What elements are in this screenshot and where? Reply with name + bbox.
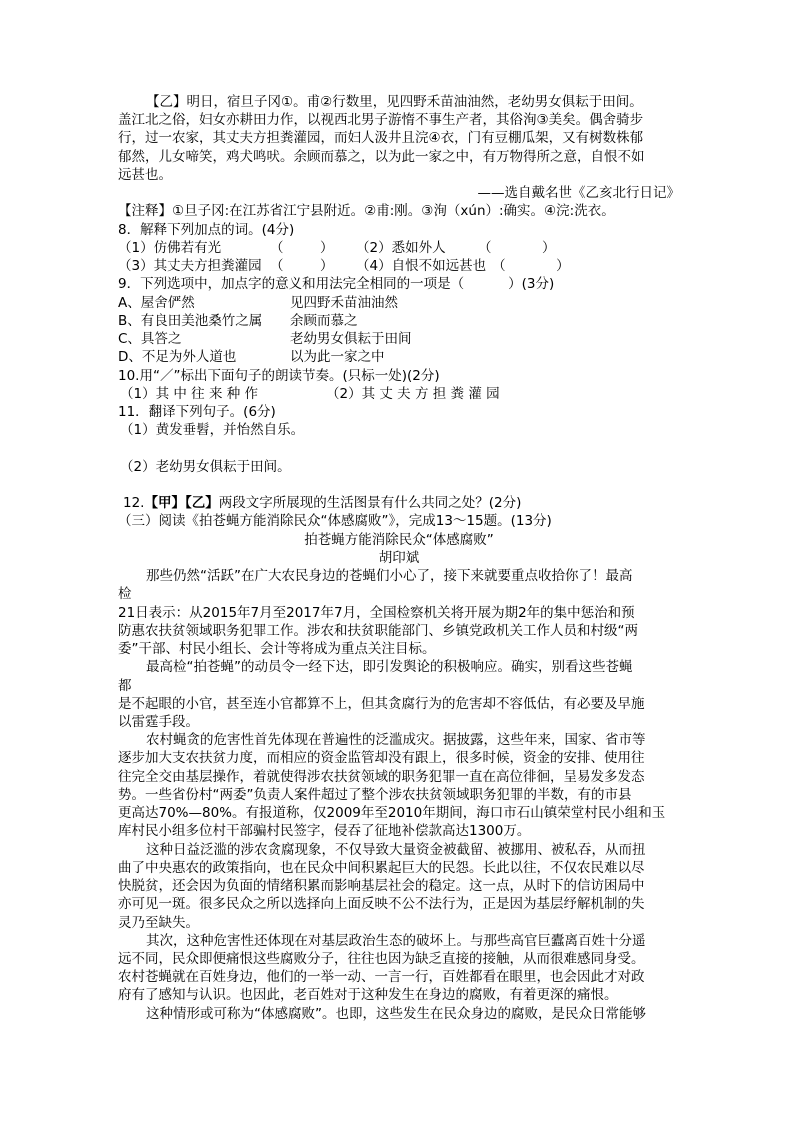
article-line: 势。一些省份村“两委”负责人案件超过了整个涉农扶贫领域职务犯罪的半数，有的市县: [118, 786, 632, 803]
document-page: [118, 93, 680, 1023]
q11-item: （2）老幼男女俱耘于田间。: [120, 458, 291, 475]
article-line: 防惠农扶贫领域职务犯罪工作。涉农和扶贫职能部门、乡镇党政机关工作人员和村级“两: [118, 622, 638, 639]
q8-item: （2）悉如外人: [356, 239, 446, 256]
q12-text: 两段文字所展现的生活图景有什么共同之处？(2分): [218, 495, 522, 512]
q12-label: 【甲】【乙】: [144, 495, 219, 512]
article-line: 库村民小组多位村干部骗村民签字，侵吞了征地补偿款高达1300万。: [118, 823, 531, 840]
article-line: 灵乃至缺失。: [118, 914, 199, 931]
article-line: 农村苍蝇就在百姓身边，他们的一举一动、一言一行，百姓都看在眼里，也会因此才对政: [118, 969, 645, 986]
open-paren: （: [270, 258, 284, 275]
passage-line: 远甚也。: [118, 166, 172, 183]
open-paren: （: [492, 258, 506, 275]
close-paren: ）: [542, 239, 556, 256]
article-title: 拍苍蝇方能消除民众“体感腐败”: [304, 531, 494, 548]
option-left: D、不足为外人道也: [118, 349, 237, 366]
q9-option: [118, 348, 680, 366]
article-line: 以雷霆手段。: [118, 713, 199, 730]
section3-intro: （三）阅读《拍苍蝇方能消除民众“体感腐败”》，完成13～15题。(13分): [118, 513, 552, 530]
close-paren: ）: [320, 239, 334, 256]
option-right: 以为此一家之中: [290, 349, 385, 366]
article-line: 快脱贫，还会因为负面的情绪积累而影响基层社会的稳定。这一点，从时下的信访困局中: [118, 878, 645, 895]
q11-item: （1）黄发垂髫，并怡然自乐。: [120, 422, 305, 439]
q10-item: （1）其 中 往 来 种 作: [120, 385, 259, 402]
q9-option: [118, 312, 680, 330]
q10-item: （2）其 丈 夫 方 担 粪 灌 园: [326, 385, 500, 402]
article-line: 这种情形或可称为“体感腐败”。也即，这些发生在民众身边的腐败，是民众日常能够: [146, 1005, 646, 1022]
close-paren: ）: [556, 258, 570, 275]
article-line: 都: [118, 677, 132, 694]
q10-title: 10.用“／”标出下面句子的朗读节奏。(只标一处)(2分): [118, 367, 440, 384]
q9-title-end: ）(3分): [508, 276, 555, 293]
q9-title: 9．下列选项中，加点字的意义和用法完全相同的一项是（: [118, 276, 465, 293]
q8-row: [118, 257, 680, 275]
q8-item: （4）自恨不如远甚也: [356, 258, 487, 275]
article-line: 21日表示：从2015年7月至2017年7月，全国检察机关将开展为期2年的集中惩治和预: [118, 604, 635, 621]
option-right: 老幼男女俱耘于田间: [290, 331, 412, 348]
passage-notes: 【注释】①旦子冈:在江苏省江宁县附近。②甫:刚。③洵（xún）:确实。④浣:洗衣。: [118, 203, 615, 220]
answer-space: [118, 476, 680, 494]
q9-option: [118, 294, 680, 312]
passage-line: 行，过一农家，其丈夫方担粪灌园，而妇人汲井且浣④衣，门有豆棚瓜架，又有树数株郁: [118, 130, 644, 147]
q10-row: [118, 385, 680, 403]
q8-row: [118, 239, 680, 257]
article-body: [118, 567, 680, 1023]
q11-title: 11．翻译下列句子。(6分): [118, 403, 276, 420]
option-right: 余顾而慕之: [290, 312, 358, 329]
open-paren: （: [478, 239, 492, 256]
article-line: 最高检“拍苍蝇”的动员令一经下达，即引发舆论的积极响应。确实，别看这些苍蝇: [146, 659, 633, 676]
passage-line: 郁然，儿女啼笑，鸡犬鸣吠。余顾而慕之，以为此一家之中，有万物得所之意，自恨不如: [118, 148, 645, 165]
article-line: 委”干部、村民小组长、会计等将成为重点关注目标。: [118, 641, 436, 658]
passage-source: ——选自戴名世《乙亥北行日记》: [477, 185, 680, 202]
article-line: 曲了中央惠农的政策指向，也在民众中间积累起巨大的民怨。长此以往，不仅农民难以尽: [118, 859, 645, 876]
article-line: 亦可见一斑。很多民众之所以选择向上面反映不公不法行为，正是因为基层纾解机制的失: [118, 896, 645, 913]
option-right: 见四野禾苗油油然: [290, 294, 398, 311]
open-paren: （: [270, 239, 284, 256]
article-author: 胡印斌: [378, 549, 420, 566]
article-line: 其次，这种危害性还体现在对基层政治生态的破坏上。与那些高官巨蠹离百姓十分遥: [146, 932, 646, 949]
option-left: C、具答之: [118, 331, 182, 348]
article-line: 远不同，民众即便痛恨这些腐败分子，往往也因为缺乏直接的接触，从而很难感同身受。: [118, 951, 645, 968]
passage-line: 盖江北之俗，妇女亦耕田力作，以视西北男子游惰不事生产者，其俗洵③美矣。偶舍骑步: [118, 112, 644, 129]
q8-item: （1）仿佛若有光: [118, 239, 222, 256]
article-line: 这种日益泛滥的涉农贪腐现象，不仅导致大量资金被截留、被挪用、被私吞，从而扭: [146, 841, 646, 858]
article-line: 更高达70%—80%。有报道称，仅2009年至2010年期间，海口市石山镇荣堂村民小组和玉: [118, 805, 666, 822]
option-left: B、有良田美池桑竹之属: [118, 312, 263, 329]
passage-line: 【乙】明日，宿旦子冈①。甫②行数里，见四野禾苗油油然，老幼男女俱耘于田间。: [146, 94, 643, 110]
article-line: 是不起眼的小官，甚至连小官都算不上，但其贪腐行为的危害却不容低估，有必要及早施: [118, 695, 645, 712]
close-paren: ）: [320, 258, 334, 275]
option-left: A、屋舍俨然: [118, 294, 195, 311]
q12-number: 12.: [123, 495, 145, 512]
article-line: 检: [118, 586, 132, 603]
answer-space: [118, 439, 680, 457]
article-line: 往完全交由基层操作，着就使得涉农扶贫领域的职务犯罪一直在高位徘徊，呈易发多发态: [118, 768, 645, 785]
q12: [118, 494, 680, 512]
q9-option: [118, 330, 680, 348]
q8-title: 8．解释下列加点的词。(4分): [118, 221, 295, 238]
article-line: 那些仍然“活跃”在广大农民身边的苍蝇们小心了，接下来就要重点收拾你了！最高: [146, 568, 633, 585]
article-line: 农村蝇贪的危害性首先体现在普遍性的泛滥成灾。据披露，这些年来，国家、省市等: [146, 732, 646, 749]
article-line: 逐步加大支农扶贫力度，而相应的资金监管却没有跟上，很多时候，资金的安排、使用往: [118, 750, 645, 767]
q8-item: （3）其丈夫方担粪灌园: [118, 258, 262, 275]
article-line: 府有了感知与认识。也因此，老百姓对于这种发生在身边的腐败，有着更深的痛恨。: [118, 987, 618, 1004]
q9-title-row: [118, 275, 680, 293]
